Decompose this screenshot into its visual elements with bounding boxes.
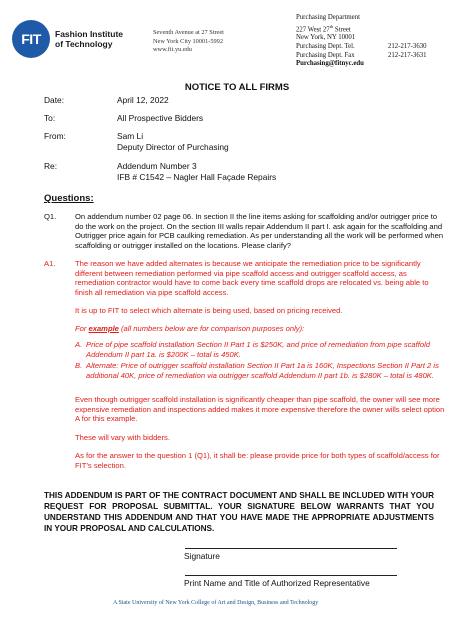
to-label: To: (44, 113, 56, 123)
date-value: April 12, 2022 (117, 95, 169, 105)
tel-label: Purchasing Dept. Tel. (296, 43, 355, 51)
signature-label: Signature (184, 551, 220, 561)
address-website: www.fit.yu.edu (153, 46, 192, 53)
document-title: NOTICE TO ALL FIRMS (184, 82, 290, 93)
department-street (296, 23, 427, 35)
example-word: example (88, 324, 119, 333)
date-label: Date: (44, 95, 65, 105)
department-fax (296, 52, 427, 61)
institution-name-line1: Fashion Institute (55, 29, 123, 39)
re-addendum: Addendum Number 3 (117, 161, 197, 171)
to-value: All Prospective Bidders (117, 113, 204, 123)
option-b-number: B. (75, 361, 83, 370)
option-b-text: Alternate: Price of outrigger scaffold installation Section II Part 1a is 160K, Inspections Section II Part 2 is additional 40K, price of remediation via outrigger scaffold Addendum II part 1b. is $280K – total is 480K. (86, 361, 439, 380)
option-a-number: A. (75, 340, 83, 349)
street-name: Street (333, 25, 351, 33)
fit-logo-mark: FIT (12, 20, 50, 58)
example-rest: (all numbers below are for comparison purposes only): (118, 324, 305, 333)
closing-statement: THIS ADDENDUM IS PART OF THE CONTRACT DOCUMENT AND SHALL BE INCLUDED WITH YOUR REQUEST FOR PROPOSAL SUBMITTAL. YOUR SIGNATURE BELOW WARRANTS THAT YOU UNDERSTAND THIS ADDENDUM AND THAT YOU HAVE MADE THE APPROPRIATE ADJUSTMENTS IN YOUR PROPOSAL AND CALCULATIONS. (44, 491, 434, 533)
fax-label: Purchasing Dept. Fax (296, 51, 355, 59)
from-label: From: (44, 131, 66, 141)
print-name-label: Print Name and Title of Authorized Representative (184, 578, 370, 588)
address-line-2: New York City 10001-5992 (153, 37, 223, 45)
department-city: New York, NY 10001 (296, 34, 356, 42)
street-ordinal: th (329, 23, 334, 29)
from-title: Deputy Director of Purchasing (117, 141, 229, 152)
department-tel (296, 43, 427, 52)
option-a-text: Price of pipe scaffold installation Section II Part 1 is $250K, and price of remediation from pipe scaffold Addendum II part 1a. is $200K – total is 450K. (86, 340, 431, 359)
department-contact-block (296, 14, 427, 69)
footer-tagline: A State University of New York College of Art and Design, Business and Technology (113, 600, 319, 606)
from-name: Sam Li (117, 131, 144, 141)
institution-name (55, 29, 123, 49)
institution-address (153, 29, 224, 55)
tel-value: 212-217-3630 (388, 43, 427, 51)
print-name-line[interactable] (185, 575, 397, 576)
a1-example-intro (75, 324, 447, 334)
example-prefix: For (75, 324, 89, 333)
re-value (117, 161, 276, 182)
a1-paragraph-4: These will vary with bidders. (75, 433, 170, 442)
street-number: 227 West 27 (296, 25, 330, 33)
questions-heading: Questions: (44, 193, 94, 204)
institution-name-line2: of Technology (55, 39, 113, 49)
address-line-1: Seventh Avenue at 27 Street (153, 29, 224, 36)
a1-paragraph-5: As for the answer to the question 1 (Q1), it shall be: please provide price for both types of scaffold/access for FIT’s selection. (75, 451, 440, 470)
department-name: Purchasing Department (296, 14, 360, 21)
fax-value: 212-217-3631 (388, 51, 427, 59)
a1-number: A1. (44, 259, 56, 268)
signature-line[interactable] (185, 548, 397, 549)
a1-paragraph-2: It is up to FIT to select which alternate is being used, based on pricing received. (75, 306, 343, 315)
a1-paragraph-1: The reason we have added alternates is because we anticipate the remediation price to be significantly different between remediation performed via pipe scaffold access and outrigger scaffold access, as remediation contractor would have to come back every time scaffold drops are relocated vs. being able to finish all remediation via pipe scaffold access. (75, 259, 429, 297)
q1-text: On addendum number 02 page 06. In section II the line items asking for scaffolding and/or outrigger price to do the work on the project. On the section III walls repair Addendum II part I. ask again for the scaffolding and Outrigger price again for PCB caulking remediation. As per understanding all the work will be performed when scaffolding or outrigger installed on the locations. Please clarify? (75, 212, 444, 250)
from-value (117, 131, 229, 152)
re-ifb: IFB # C1542 – Nagler Hall Façade Repairs (117, 171, 277, 182)
department-email[interactable]: Purchasing@fitnyc.edu (296, 60, 364, 68)
a1-paragraph-3: Even though outrigger scaffold installation is significantly cheaper than pipe scaffold, the owner will see more expensive remediation and inspections added makes it more expensive therefore the owner wills select option A for this example. (75, 395, 445, 424)
re-label: Re: (44, 161, 58, 171)
q1-number: Q1. (44, 212, 57, 221)
